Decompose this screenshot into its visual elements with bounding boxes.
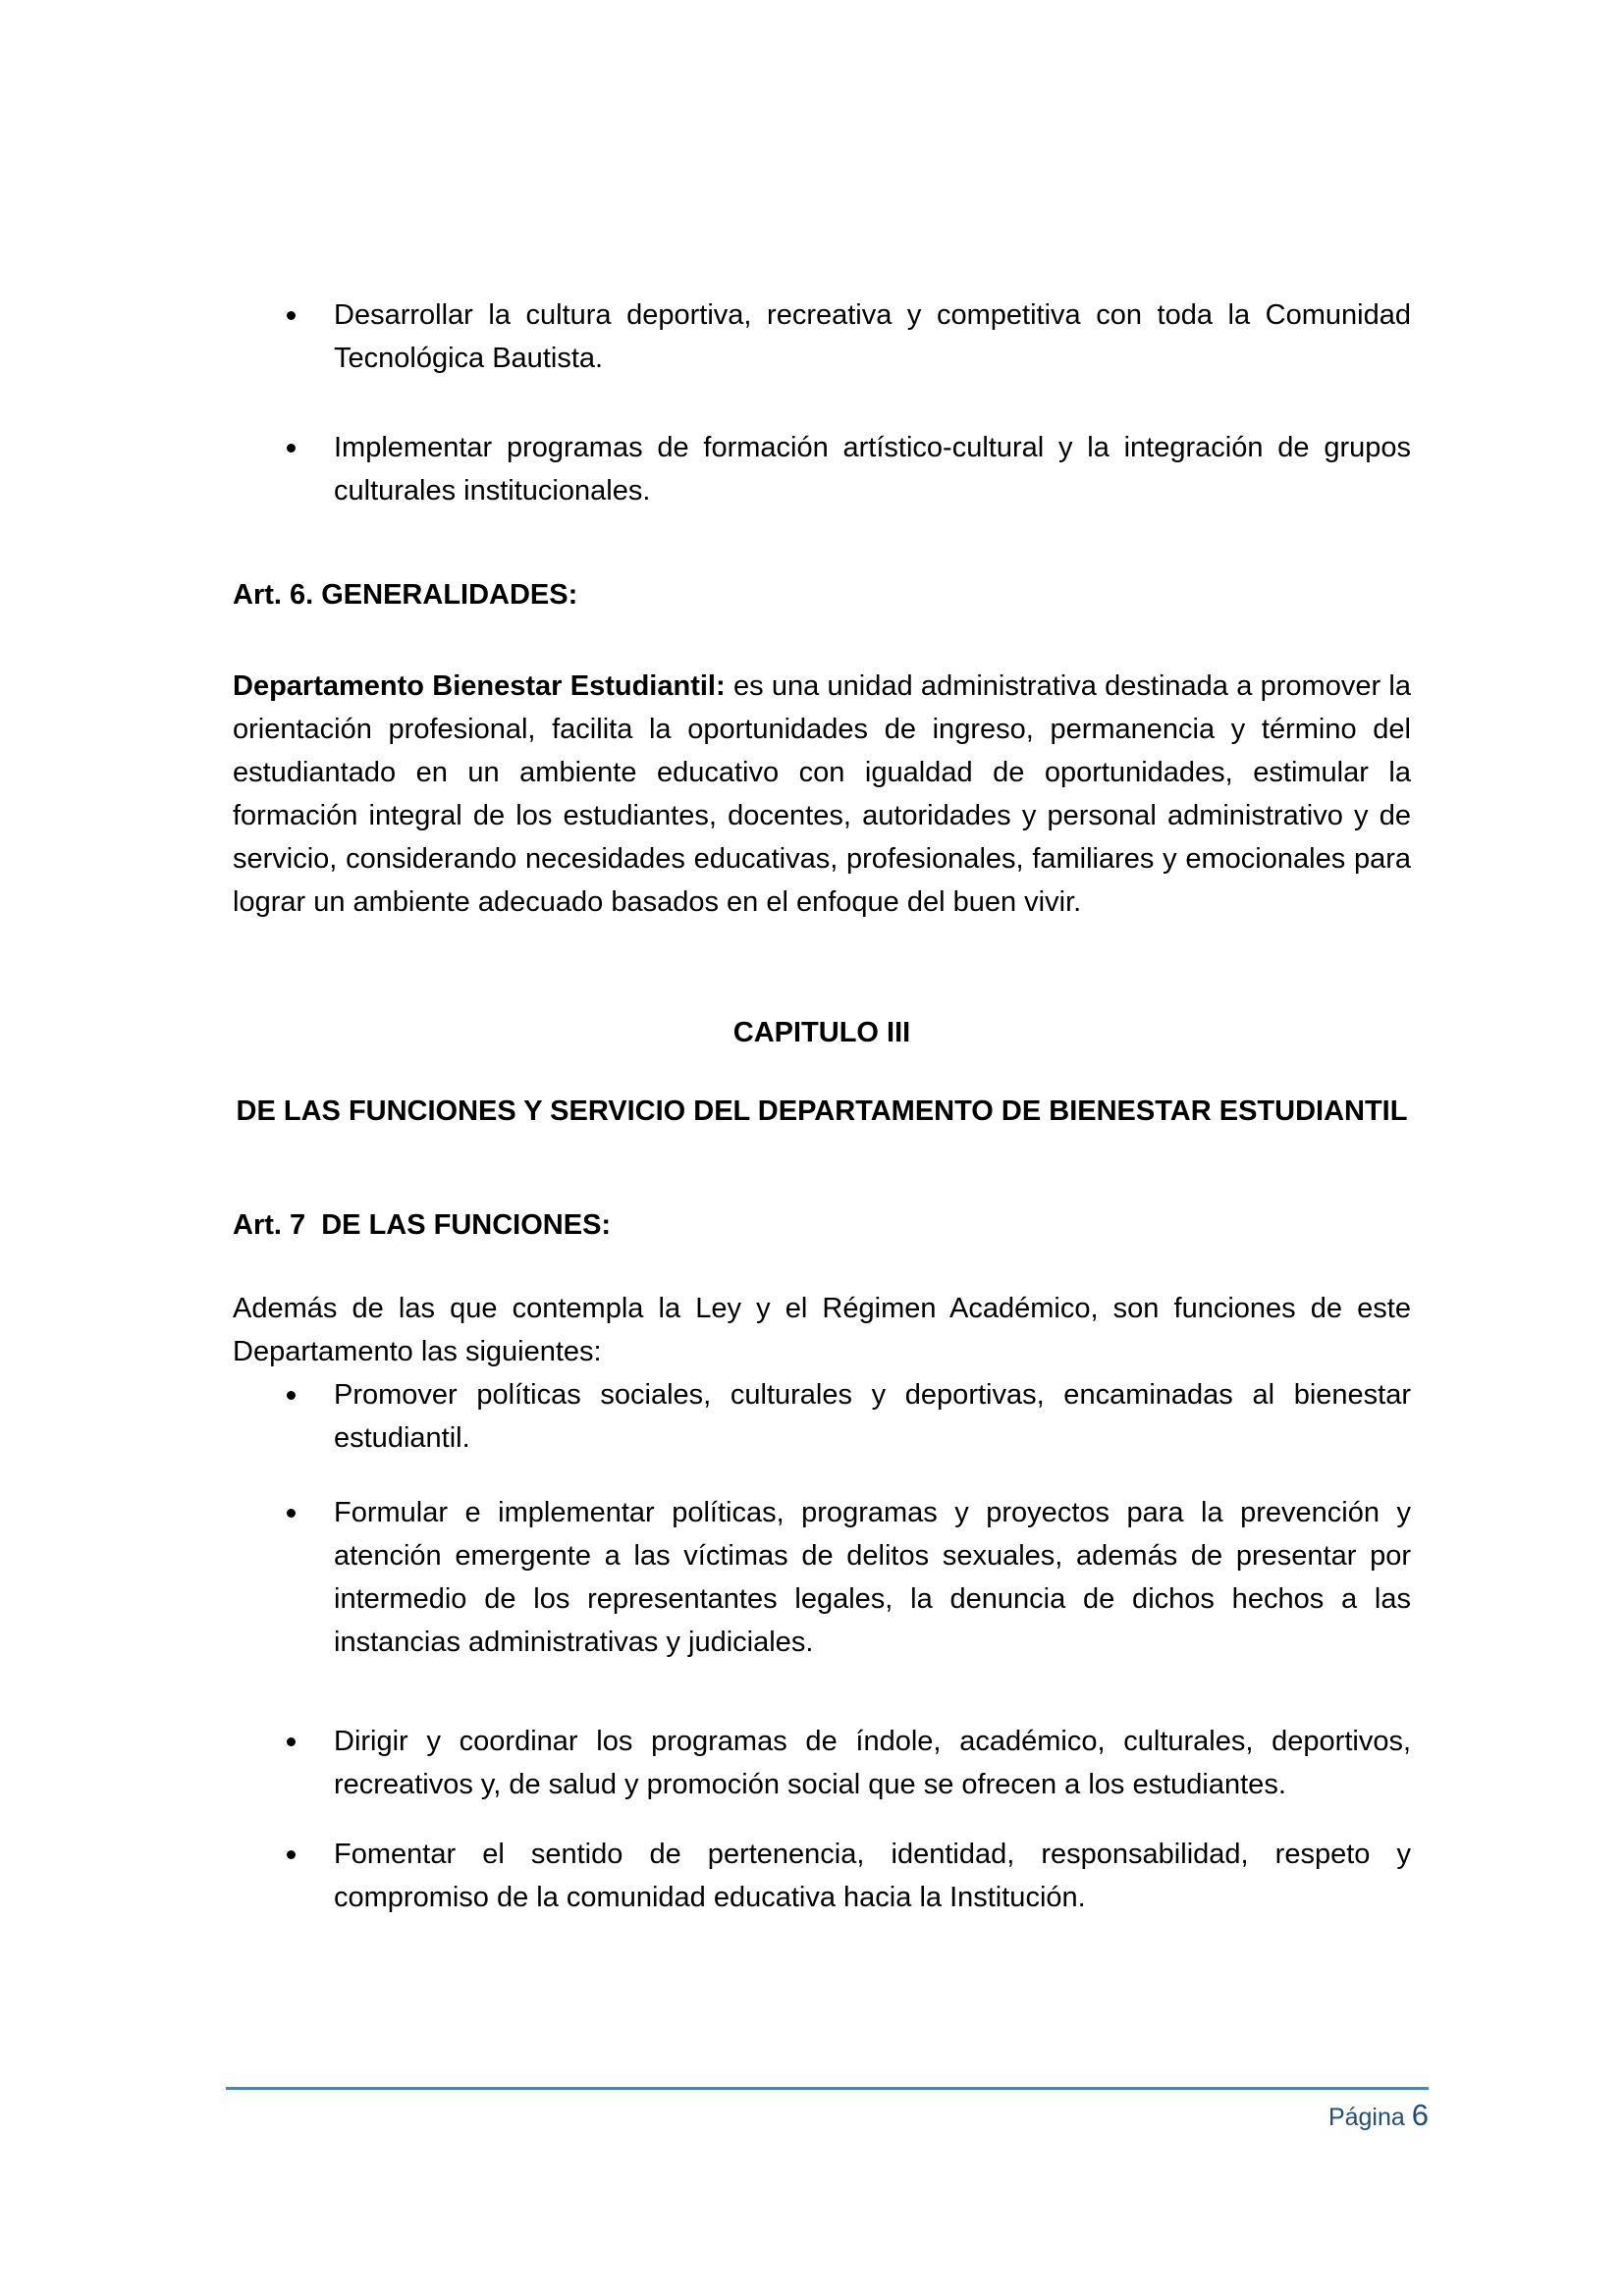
objectives-bullet-list — [233, 294, 1411, 512]
chapter-title: CAPITULO III — [732, 1017, 911, 1048]
page-footer — [226, 2087, 1429, 2132]
chapter-subtitle: DE LAS FUNCIONES Y SERVICIO DEL DEPARTAMENTO DE BIENESTAR ESTUDIANTIL — [236, 1095, 1408, 1127]
list-item: Implementar programas de formación artístico-cultural y la integración de grupos culturales institucionales. — [334, 426, 1411, 512]
functions-bullet-list — [233, 1373, 1411, 1919]
article-7-heading: Art. 7 DE LAS FUNCIONES: — [233, 1209, 612, 1241]
page-content — [233, 0, 1411, 1919]
list-item: Promover políticas sociales, culturales y deportivas, encaminadas al bienestar estudiantil. — [334, 1373, 1411, 1460]
article-7-intro: Además de las que contempla la Ley y el Régimen Académico, son funciones de este Departamento las siguientes: — [233, 1293, 1411, 1367]
article-6-heading: Art. 6. GENERALIDADES: — [233, 579, 578, 611]
page-number-label: Página — [1327, 2104, 1412, 2131]
page-number — [226, 2098, 1429, 2132]
list-item: Dirigir y coordinar los programas de índole, académico, culturales, deportivos, recreativos y, de salud y promoción social que se ofrecen a los estudiantes. — [334, 1720, 1411, 1806]
footer-divider — [226, 2087, 1429, 2090]
article-6-paragraph — [233, 665, 1411, 924]
article-6-paragraph-lead: Departamento Bienestar Estudiantil: — [233, 670, 726, 702]
article-6-paragraph-body: es una unidad administrativa destinada a promover la orientación profesional, facilita la oportunidades de ingreso, permanencia y término del estudiantado en un ambiente educativo con igualdad de oportunidades, estimular la formación integral de los estudiantes, docentes, autoridades y personal administrativo y de servicio, considerando necesidades educativas, profesionales, familiares y emocionales para lograr un ambiente adecuado basados en el enfoque del buen vivir. — [233, 670, 1411, 918]
list-item: Desarrollar la cultura deportiva, recreativa y competitiva con toda la Comunidad Tecnológica Bautista. — [334, 294, 1411, 380]
list-item: Formular e implementar políticas, programas y proyectos para la prevención y atención emergente a las víctimas de delitos sexuales, además de presentar por intermedio de los representantes legales, la denuncia de dichos hechos a las instancias administrativas y judiciales. — [334, 1491, 1411, 1664]
page-number-value: 6 — [1411, 2098, 1429, 2132]
list-item: Fomentar el sentido de pertenencia, identidad, responsabilidad, respeto y compromiso de la comunidad educativa hacia la Institución. — [334, 1833, 1411, 1919]
